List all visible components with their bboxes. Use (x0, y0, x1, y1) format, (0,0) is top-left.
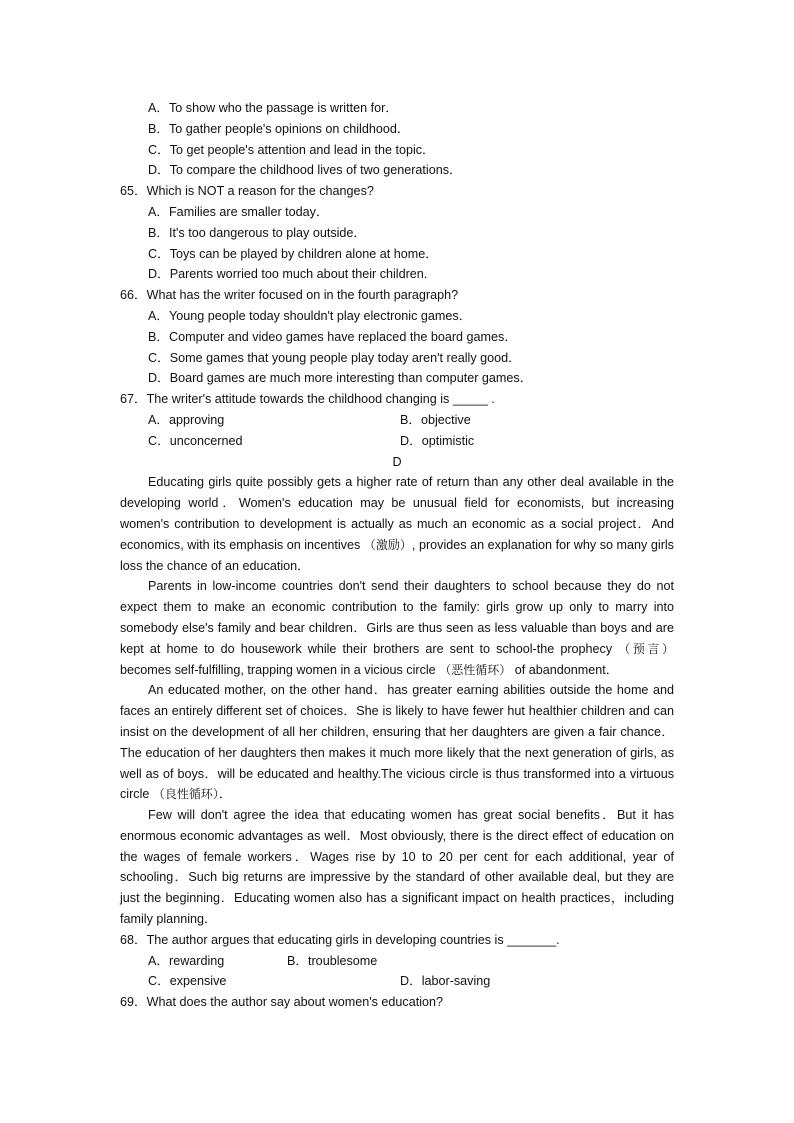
q67-option-a: A．approving (148, 412, 225, 427)
q64-option-d: D．To compare the childhood lives of two generations． (148, 163, 462, 178)
q68-stem: 68．The author argues that educating girls in developing countries is _______. (120, 932, 560, 947)
q67-options-row1 (120, 410, 674, 431)
q68-option-b: B．troublesome (287, 953, 378, 968)
q66-option-d: D．Board games are much more interesting than computer games． (148, 371, 533, 386)
q68-options-row2 (120, 971, 674, 992)
q69-stem: 69．What does the author say about women's education? (120, 995, 444, 1010)
p2-text-a: Parents in low-income countries don't send their daughters to school because they do not expect them to make an economic contribution to the family: girls grow up only to marry into somebody else's family and bear children．Girls are thus seen as less valuable than boys and are kept at home to do housework while their brothers are sent to school-the prophecy (120, 579, 674, 656)
q65-option-b: B．It's too dangerous to play outside． (148, 225, 367, 240)
p2-gloss-2: （恶性循环） (439, 662, 512, 677)
q67-option-b: B．objective (400, 412, 471, 427)
p3-text-b: ． (218, 787, 232, 802)
exam-page (120, 98, 674, 1013)
q65-option-c: C．Toys can be played by children alone at home． (148, 246, 438, 261)
q64-option-a: A．To show who the passage is written for． (148, 101, 398, 115)
p1-text-b: , provides an explanation for why so many girls loss the chance of an education． (120, 537, 674, 573)
q67-option-d: D．optimistic (400, 433, 475, 448)
p2-gloss-1: （预言） (618, 641, 674, 656)
p2-text-b: becomes self-fulfilling, trapping women in a vicious circle (120, 662, 440, 677)
q64-option-b: B．To gather people's opinions on childhood． (148, 121, 410, 136)
passage-paragraph-3 (120, 680, 674, 805)
q65-option-a: A．Families are smaller today． (148, 204, 329, 219)
p3-text-a: An educated mother, on the other hand．has greater earning abilities outside the home and faces an entirely different set of choices．She is likely to have fewer hut healthier children and can insist on the development of all her children, ensuring that her daughters are given a fair chance．The education of her daughters then makes it much more likely that the next generation of girls, as well as of boys．will be educated and healthy.The vicious circle is thus transformed into a virtuous circle (120, 683, 674, 802)
q68-option-a: A．rewarding (148, 953, 225, 968)
q66-option-b: B．Computer and video games have replaced the board games． (148, 329, 517, 344)
q66-option-c: C．Some games that young people play today aren't really good． (148, 350, 521, 365)
p3-gloss: （良性循环） (152, 787, 219, 802)
q66-option-a: A．Young people today shouldn't play electronic games． (148, 308, 472, 323)
section-heading-d: D (392, 454, 402, 469)
q68-options-row1 (120, 951, 674, 972)
q65-option-d: D．Parents worried too much about their children. (148, 267, 428, 282)
q68-option-c: C．expensive (148, 974, 227, 989)
q67-options-row2 (120, 431, 674, 452)
q66-stem: 66．What has the writer focused on in the fourth paragraph? (120, 288, 459, 303)
p2-text-c: of abandonment． (511, 662, 619, 677)
q67-option-c: C．unconcerned (148, 433, 243, 448)
q67-stem: 67．The writer's attitude towards the childhood changing is _____ . (120, 392, 495, 407)
q68-option-d: D．labor-saving (400, 974, 491, 989)
passage-paragraph-2 (120, 576, 674, 680)
passage-paragraph-1 (120, 472, 674, 576)
p1-text-a: Educating girls quite possibly gets a higher rate of return than any other deal available in the developing world．Women's education may be unusual field for economists, but increasing women's contribution to development is actually as much an economic as a social project．And economics, with its emphasis on incentives (120, 475, 674, 552)
passage-paragraph-4: Few will don't agree the idea that educating women has great social benefits．But it has enormous economic advantages as well．Most obviously, there is the direct effect of education on the wages of female workers．Wages rise by 10 to 20 per cent for each additional, year of schooling．Such big returns are impressive by the standard of other available deal, but they are just the beginning．Educating women also has a significant impact on health practices，including family planning． (120, 808, 674, 927)
q64-option-c: C．To get people's attention and lead in the topic． (148, 142, 435, 157)
q65-stem: 65．Which is NOT a reason for the changes? (120, 184, 374, 199)
p1-gloss: （激励） (363, 537, 412, 552)
passage-d (120, 472, 674, 930)
